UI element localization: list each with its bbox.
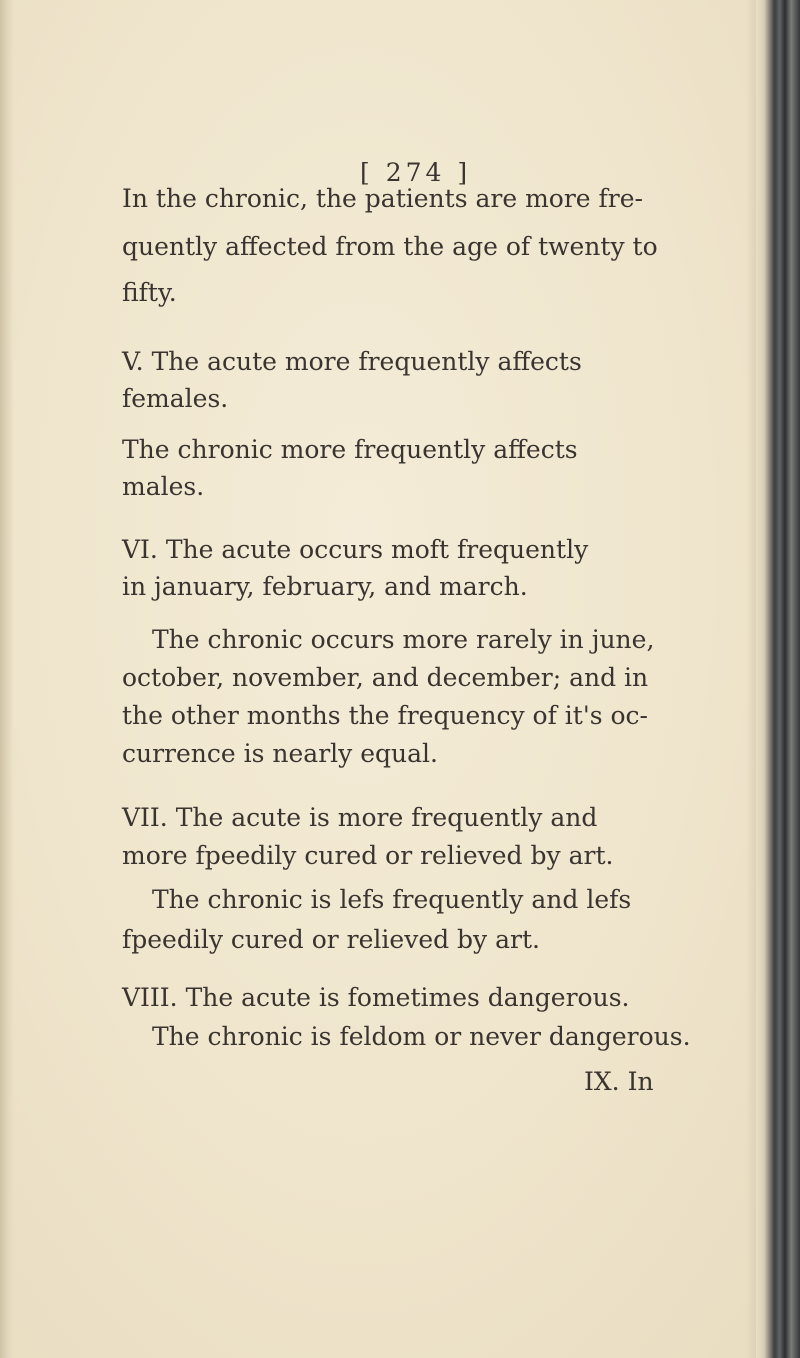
text-line: males. (122, 472, 205, 501)
text-line: The chronic more frequently affects (122, 435, 578, 464)
text-line: the other months the frequency of it's oc- (122, 701, 648, 730)
text-line: more fpeedily cured or relieved by art. (122, 841, 614, 870)
text-line: VII. The acute is more frequently and (122, 803, 598, 832)
text-line: females. (122, 384, 229, 413)
text-line: quently affected from the age of twenty to (122, 232, 658, 261)
text-line: V. The acute more frequently affects (122, 347, 582, 376)
page-edge-shading (746, 0, 756, 1358)
text-line: The chronic is feldom or never dangerous. (152, 1022, 691, 1051)
text-line: in january, february, and march. (122, 572, 528, 601)
text-line: VI. The acute occurs moft frequently (122, 535, 589, 564)
text-line: fpeedily cured or relieved by art. (122, 925, 540, 954)
text-line: october, november, and december; and in (122, 663, 649, 692)
book-edge (756, 0, 800, 1358)
text-line: VIII. The acute is fometimes dangerous. (122, 983, 630, 1012)
page-number: [ 274 ] (360, 158, 472, 187)
text-line: The chronic is lefs frequently and lefs (152, 885, 632, 914)
catchword: IX. In (584, 1067, 654, 1096)
text-line: The chronic occurs more rarely in june, (152, 625, 655, 654)
page-gutter-shadow (0, 0, 14, 1358)
text-line: currence is nearly equal. (122, 739, 438, 768)
text-line: fifty. (122, 278, 177, 307)
text-line: In the chronic, the patients are more fre- (122, 184, 643, 213)
